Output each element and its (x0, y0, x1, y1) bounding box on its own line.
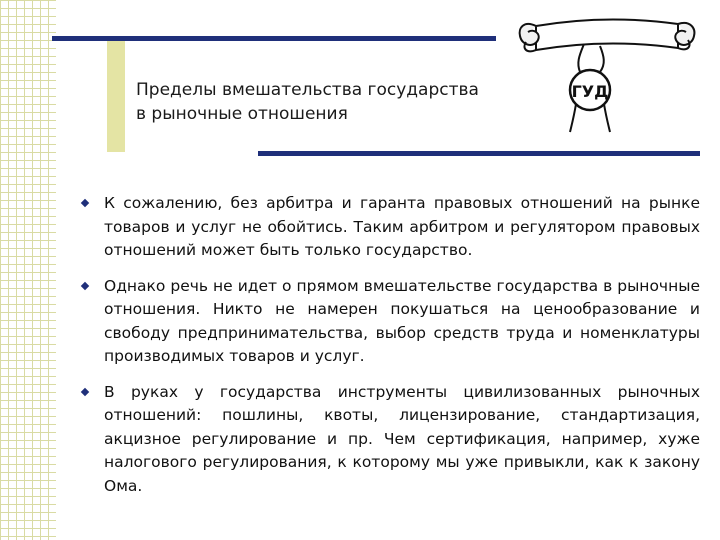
slide-title-line-2: в рыночные отношения (136, 104, 348, 124)
list-item (76, 192, 700, 263)
title-accent-block (107, 40, 125, 152)
bottom-divider-rule (258, 151, 700, 156)
diamond-bullet-icon (81, 199, 89, 207)
slide-title (136, 78, 479, 126)
slide-title-line-1: Пределы вмешательства государства (136, 80, 479, 100)
list-item (76, 275, 700, 369)
bullet-text: В руках у государства инструменты цивилизованных рыночных отношений: пошлины, квоты, лицензирование, стандартизация, акцизное регулирование и пр. Чем сертификация, например, хуже налогового регулирования, к которому мы уже привыкли, как к закону Ома. (104, 382, 700, 495)
seal-stamp-text: ГУД (571, 82, 609, 101)
top-divider-rule (52, 36, 496, 41)
decorative-grid-pattern (0, 0, 56, 540)
bullet-text: К сожалению, без арбитра и гаранта правовых отношений на рынке товаров и услуг не обойтись. Таким арбитром и регулятором правовых отношений может быть только государство. (104, 194, 700, 259)
bullet-list (76, 192, 700, 510)
bullet-text: Однако речь не идет о прямом вмешательстве государства в рыночные отношения. Никто не намерен покушаться на ценообразование и свободу предпринимательства, выбор средств труда и номенклатуры производимых товаров и услуг. (104, 276, 700, 365)
diamond-bullet-icon (81, 281, 89, 289)
diamond-bullet-icon (81, 387, 89, 395)
list-item (76, 381, 700, 499)
scroll-gost-icon (514, 4, 700, 136)
